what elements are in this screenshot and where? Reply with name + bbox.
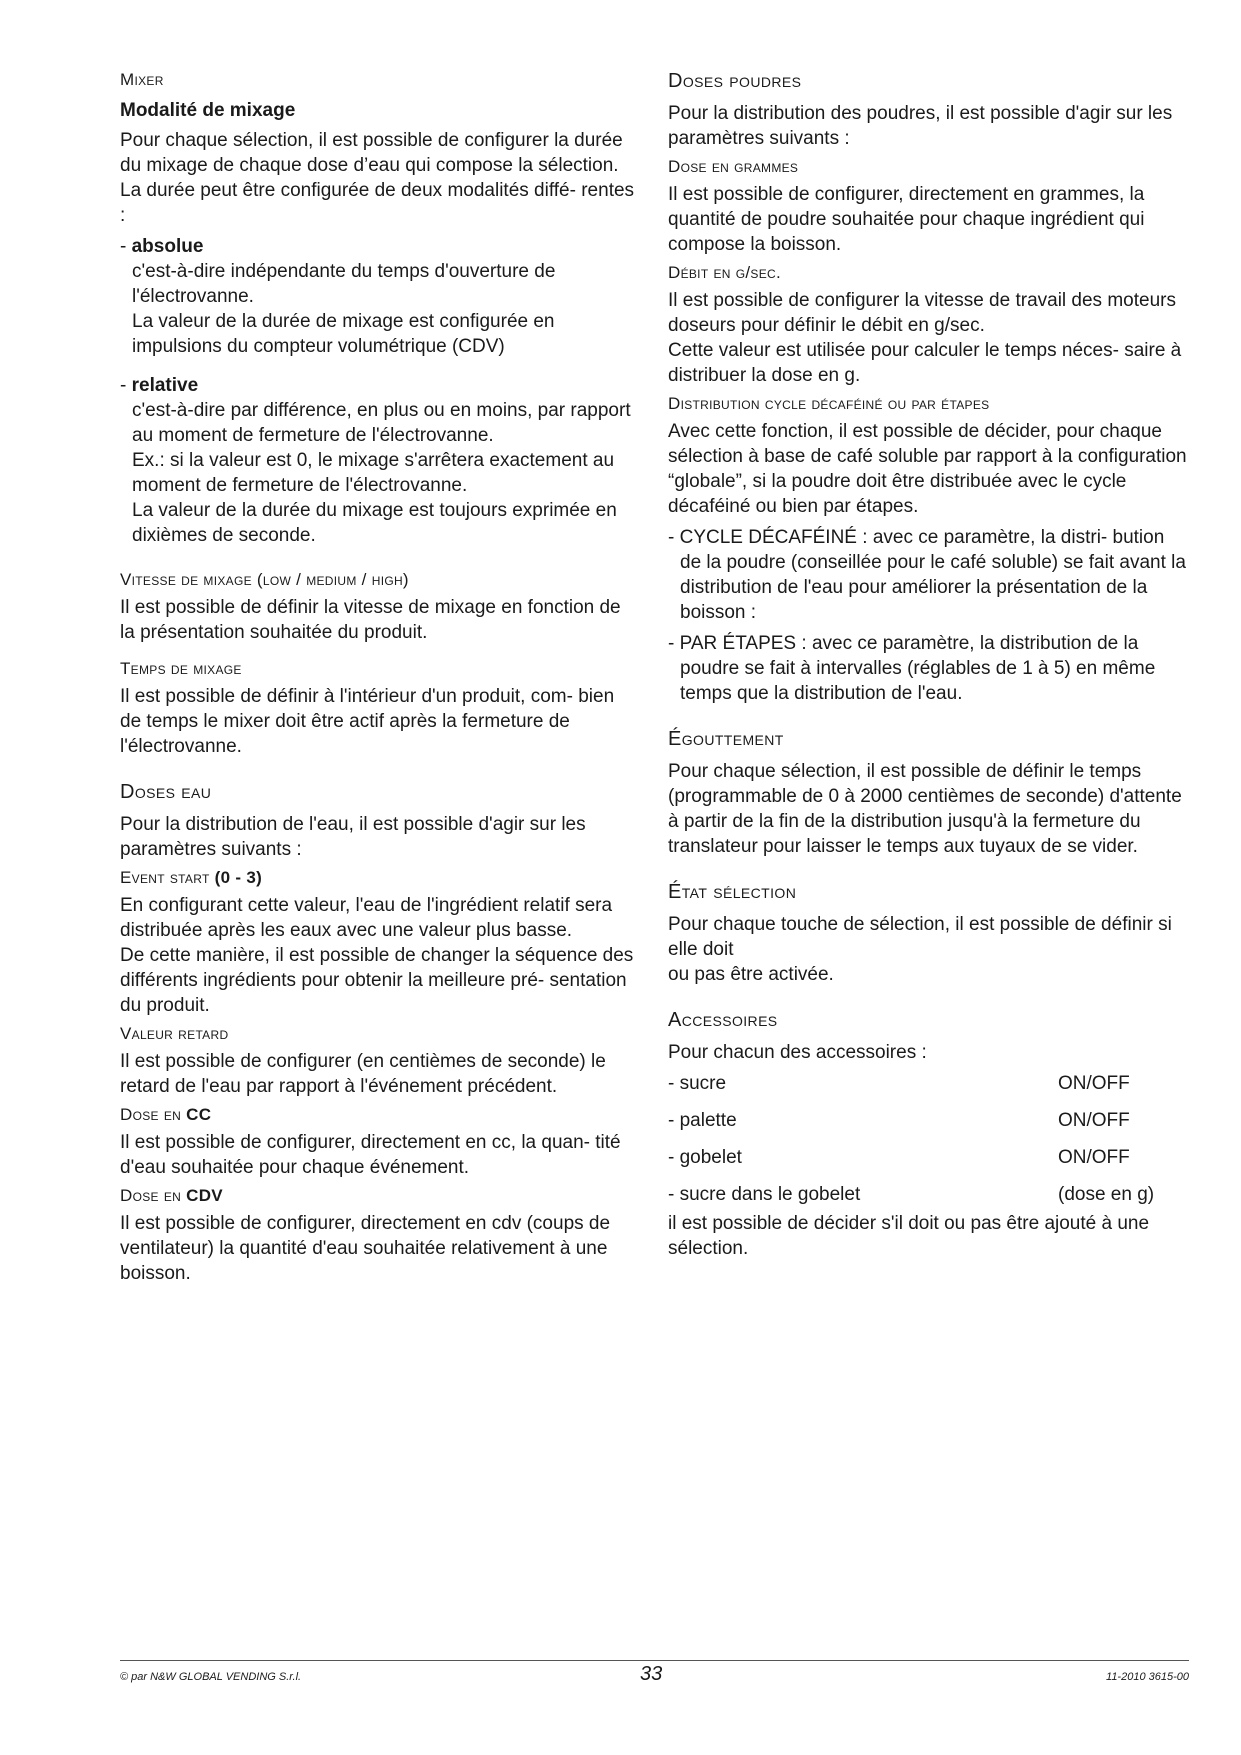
egouttement-heading: Égouttement [668,728,784,750]
dose-cdv-unit: CDV [186,1186,223,1205]
accessoires-note: il est possible de décider s'il doit ou pas être ajouté à une sélection. [668,1213,1150,1259]
right-column [668,70,1188,1261]
relative-paragraph-1: c'est-à-dire par différence, en plus ou en moins, par rapport au moment de fermeture de l'électrovanne. [132,400,631,446]
par-etapes-item: - PAR ÉTAPES : avec ce paramètre, la distribution de la poudre se fait à intervalles (réglables de 1 à 5) en même temps que la distribution de l'eau. [668,633,1156,704]
etat-selection-paragraph-1: Pour chaque touche de sélection, il est possible de définir si elle doit [668,914,1172,960]
accessory-row [668,1182,1168,1207]
cycle-decafeine-item: - CYCLE DÉCAFÉINÉ : avec ce paramètre, la distri- bution de la poudre (conseillée pour le café soluble) se fait avant la distribution de l'eau pour améliorer la présentation de la boisson : [668,527,1186,623]
etat-selection-heading: État sélection [668,881,797,903]
dose-grammes-heading: Dose en grammes [668,157,799,176]
relative-dash: - [120,375,132,396]
modalite-paragraph-2: La durée peut être configurée de deux modalités diffé- rentes : [120,180,635,226]
relative-item [120,373,640,398]
absolue-label: absolue [131,236,204,257]
egouttement-paragraph: Pour chaque sélection, il est possible de définir le temps (programmable de 0 à 2000 centièmes de seconde) d'attente à partir de la fin de la distribution jusqu'à la fermeture du translateur pour laisser le temps aux tuyaux de se vider. [668,761,1182,857]
accessoires-paragraph: Pour chacun des accessoires : [668,1042,927,1063]
distribution-paragraph: Avec cette fonction, il est possible de décider, pour chaque sélection à base de café soluble par rapport à la configuration “globale”, si la poudre doit être distribuée avec le cycle décaféiné ou bien par étapes. [668,421,1187,517]
accessoires-heading: Accessoires [668,1009,778,1031]
absolue-item [120,234,640,259]
temps-paragraph: Il est possible de définir à l'intérieur d'un produit, com- bien de temps le mixer doit être actif après la fermeture de l'électrovanne. [120,686,615,757]
relative-paragraph-3: La valeur de la durée du mixage est toujours exprimée en dixièmes de seconde. [132,500,617,546]
dose-cdv-label: Dose en [120,1186,182,1205]
mixer-heading: Mixer [120,70,164,89]
dose-grammes-paragraph: Il est possible de configurer, directement en grammes, la quantité de poudre souhaitée pour chaque ingrédient qui compose la boisson. [668,184,1145,255]
debit-heading: Débit en g/sec. [668,263,782,282]
event-start-label: Event start [120,868,210,887]
modalite-title: Modalité de mixage [120,100,296,121]
vitesse-heading: Vitesse de mixage (low / medium / high) [120,570,409,589]
valeur-retard-heading: Valeur retard [120,1024,229,1043]
absolue-dash: - [120,236,132,257]
vitesse-paragraph: Il est possible de définir la vitesse de mixage en fonction de la présentation souhaitée du produit. [120,597,621,643]
accessory-value: ON/OFF [1058,1073,1130,1094]
event-start-paragraph-2: De cette manière, il est possible de changer la séquence des différents ingrédients pour obtenir la meilleure pré- sentation du produit. [120,945,634,1016]
doses-poudres-heading: Doses poudres [668,70,802,92]
relative-label: relative [131,375,199,396]
dose-cc-unit: CC [186,1105,212,1124]
accessory-label: - sucre dans le gobelet [668,1184,861,1205]
absolue-paragraph-2: La valeur de la durée de mixage est configurée en impulsions du compteur volumétrique (CDV) [132,311,555,357]
accessory-value: ON/OFF [1058,1110,1130,1131]
footer-copyright: © par N&W GLOBAL VENDING S.r.l. [120,1671,302,1683]
event-start-paragraph-1: En configurant cette valeur, l'eau de l'ingrédient relatif sera distribuée après les eaux avec une valeur plus basse. [120,895,613,941]
dose-cc-paragraph: Il est possible de configurer, directement en cc, la quan- tité d'eau souhaitée pour chaque événement. [120,1132,621,1178]
absolue-paragraph-1: c'est-à-dire indépendante du temps d'ouverture de l'électrovanne. [132,261,556,307]
footer-doc-code: 11-2010 3615-00 [1106,1671,1189,1683]
modalite-paragraph-1: Pour chaque sélection, il est possible de configurer la durée du mixage de chaque dose d’eau qui compose la sélection. [120,130,623,176]
debit-paragraph-2: Cette valeur est utilisée pour calculer le temps néces- saire à distribuer la dose en g. [668,340,1182,386]
footer-divider [120,1660,1189,1661]
accessory-label: - palette [668,1110,737,1131]
accessory-row [668,1071,1168,1096]
doses-poudres-paragraph: Pour la distribution des poudres, il est possible d'agir sur les paramètres suivants : [668,103,1173,149]
dose-cdv-heading [120,1186,640,1206]
dose-cc-label: Dose en [120,1105,182,1124]
accessory-label: - sucre [668,1073,727,1094]
debit-paragraph-1: Il est possible de configurer la vitesse de travail des moteurs doseurs pour définir le débit en g/sec. [668,290,1176,336]
page-footer [120,1665,1189,1689]
event-start-heading [120,868,640,888]
left-column [120,70,640,1286]
dose-cdv-paragraph: Il est possible de configurer, directement en cdv (coups de ventilateur) la quantité d'eau souhaitée relativement à une boisson. [120,1213,611,1284]
accessory-row [668,1108,1168,1133]
accessory-value: ON/OFF [1058,1147,1130,1168]
relative-paragraph-2: Ex.: si la valeur est 0, le mixage s'arrêtera exactement au moment de fermeture de l'électrovanne. [132,450,615,496]
accessory-label: - gobelet [668,1147,742,1168]
doses-eau-paragraph: Pour la distribution de l'eau, il est possible d'agir sur les paramètres suivants : [120,814,586,860]
etat-selection-paragraph-2: ou pas être activée. [668,964,834,985]
event-start-range: (0 - 3) [214,868,263,887]
doses-eau-heading: Doses eau [120,781,212,803]
accessory-row [668,1145,1168,1170]
page-number: 33 [640,1663,663,1685]
dose-cc-heading [120,1105,640,1125]
valeur-retard-paragraph: Il est possible de configurer (en centièmes de seconde) le retard de l'eau par rapport à l'événement précédent. [120,1051,606,1097]
temps-heading: Temps de mixage [120,659,242,678]
distribution-heading: Distribution cycle décaféiné ou par étapes [668,394,990,413]
accessory-value: (dose en g) [1058,1184,1155,1205]
